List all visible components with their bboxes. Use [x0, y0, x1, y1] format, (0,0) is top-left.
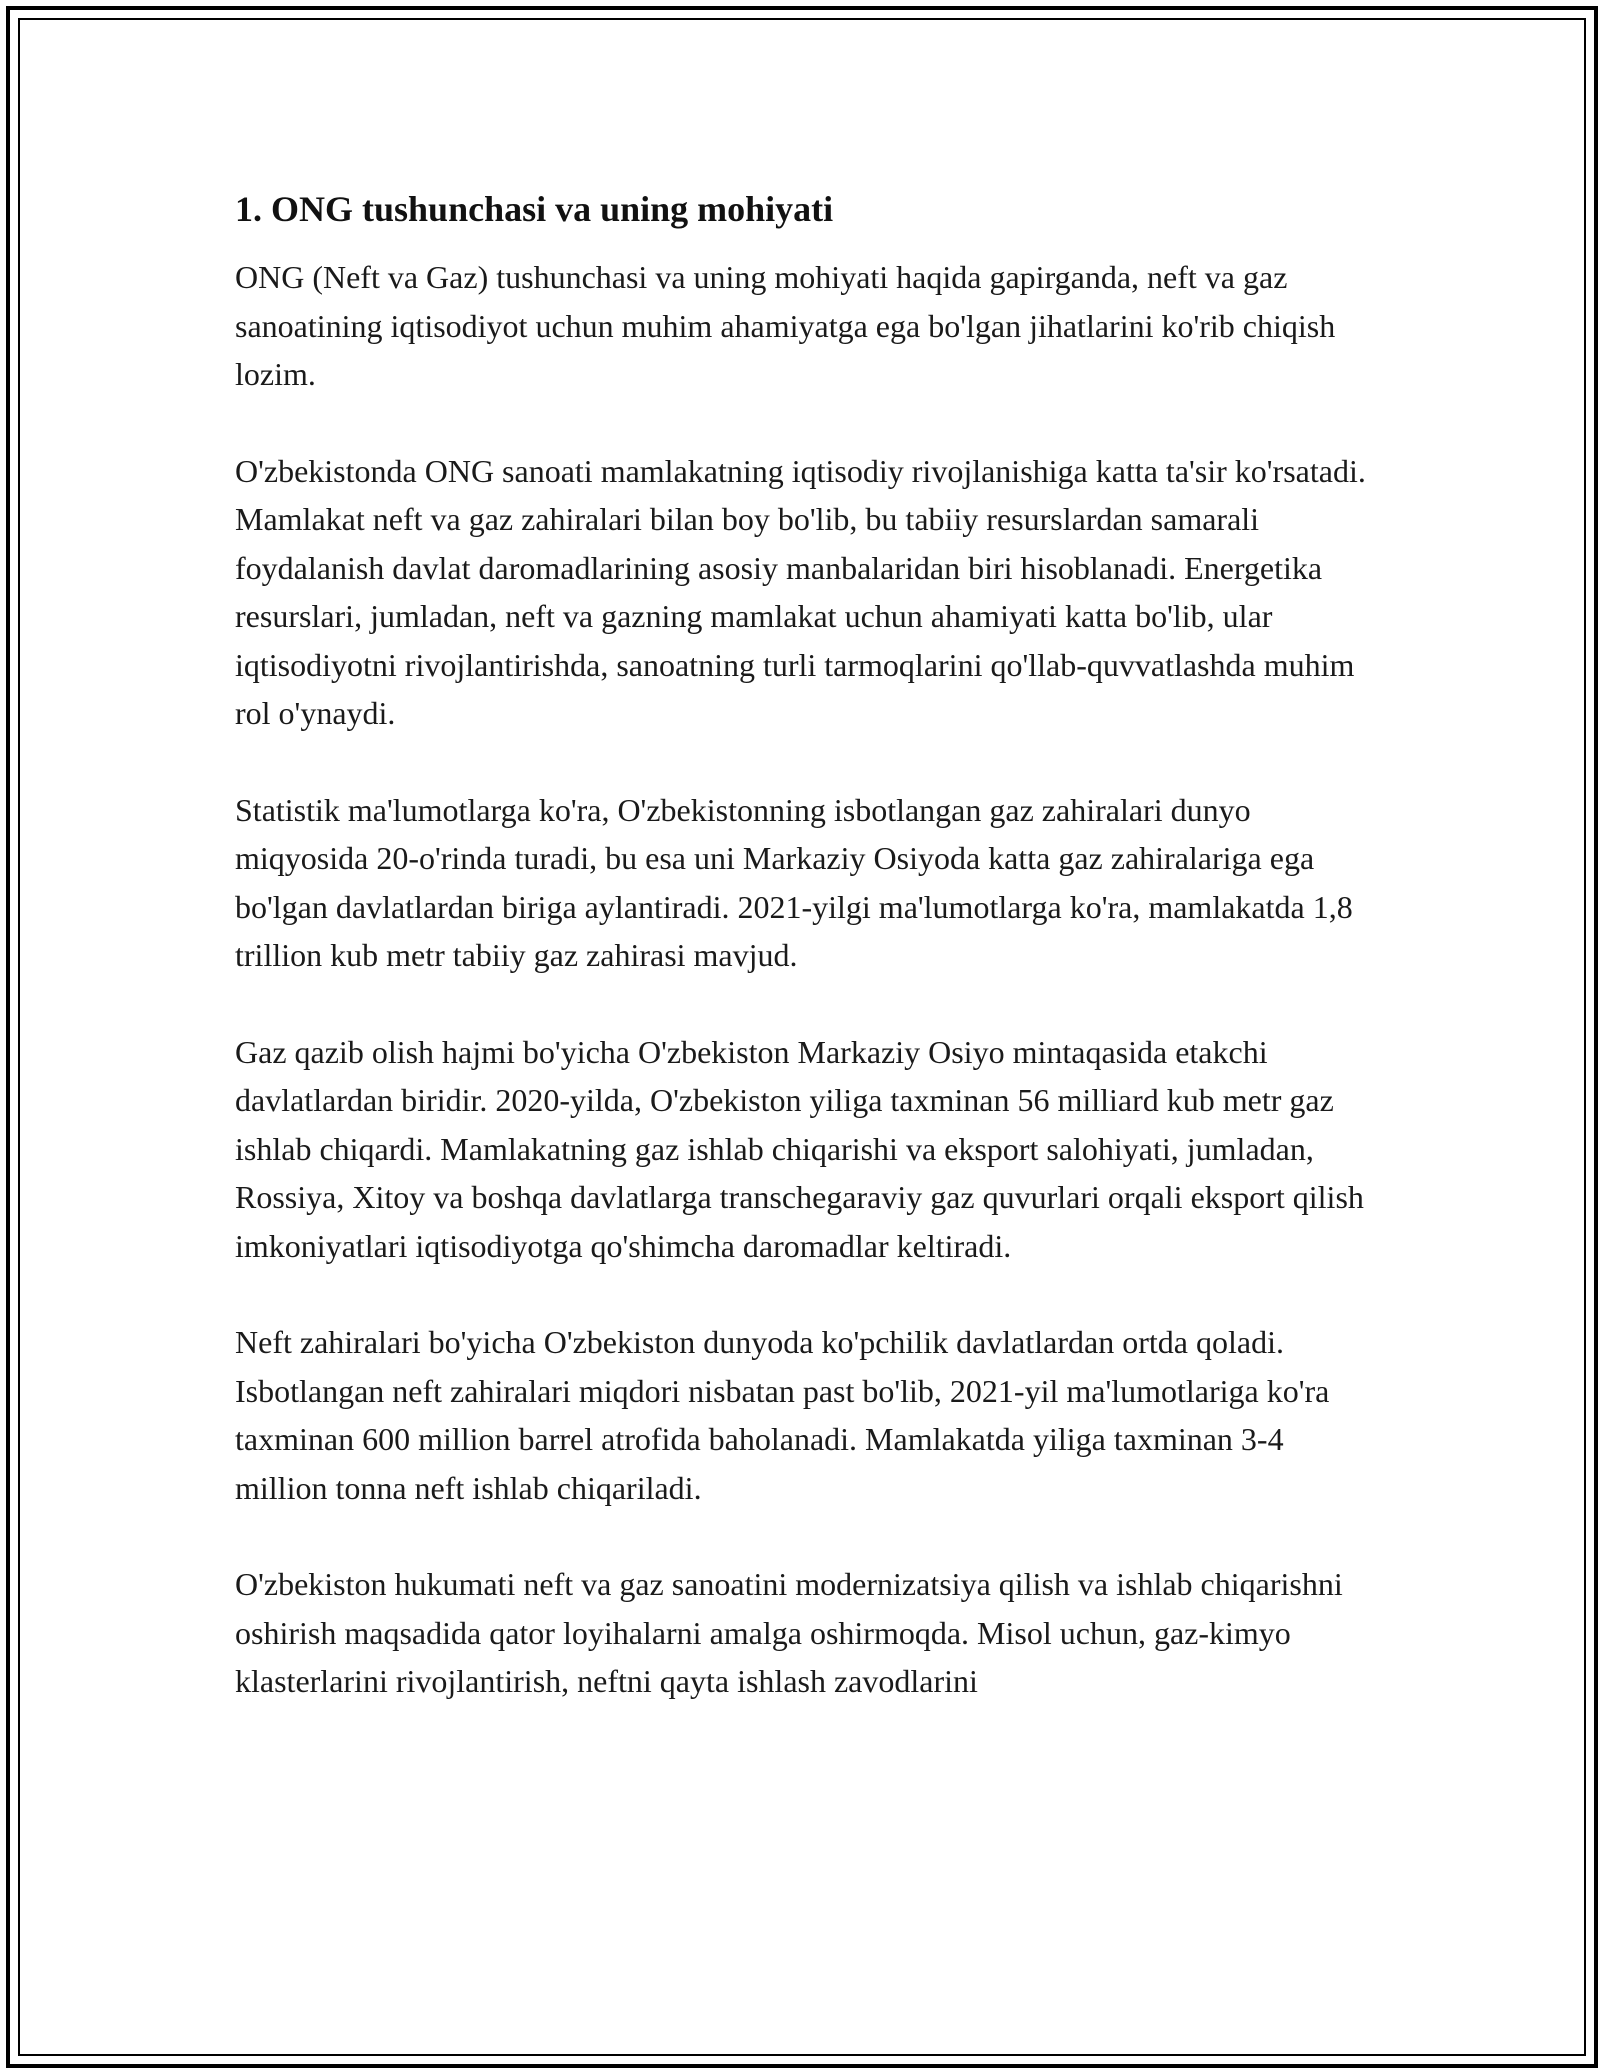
- paragraph-6: O'zbekiston hukumati neft va gaz sanoatini modernizatsiya qilish va ishlab chiqarishni oshirish maqsadida qator loyihalarni amalga oshirmoqda. Misol uchun, gaz-kimyo klasterlarini rivojlantirish, neftni qayta ishlash zavodlarini: [235, 1566, 1343, 1700]
- paragraph-1: ONG (Neft va Gaz) tushunchasi va uning mohiyati haqida gapirganda, neft va gaz sanoatining iqtisodiyot uchun muhim ahamiyatga ega bo'lgan jihatlarini ko'rib chiqish lozim.: [235, 259, 1336, 393]
- paragraph-2: O'zbekistonda ONG sanoati mamlakatning iqtisodiy rivojlanishiga katta ta'sir ko'rsatadi. Mamlakat neft va gaz zahiralari bilan boy bo'lib, bu tabiiy resurslardan samarali foydalanish davlat daromadlarining asosiy manbalaridan biri hisoblanadi. Energetika resurslari, jumladan, neft va gazning mamlakat uchun ahamiyati katta bo'lib, ular iqtisodiyotni rivojlantirishda, sanoatning turli tarmoqlarini qo'llab-quvvatlashda muhim rol o'ynaydi.: [235, 452, 1366, 732]
- section-heading: 1. ONG tushunchasi va uning mohiyati: [235, 189, 834, 229]
- paragraph-5: Neft zahiralari bo'yicha O'zbekiston dunyoda ko'pchilik davlatlardan ortda qoladi. Isbotlangan neft zahiralari miqdori nisbatan past bo'lib, 2021-yil ma'lumotlariga ko'ra taxminan 600 million barrel atrofida baholanadi. Mamlakatda yiliga taxminan 3-4 million tonna neft ishlab chiqariladi.: [235, 1324, 1330, 1506]
- document-body: [235, 188, 1375, 1754]
- paragraph-3: Statistik ma'lumotlarga ko'ra, O'zbekistonning isbotlangan gaz zahiralari dunyo miqyosida 20-o'rinda turadi, bu esa uni Markaziy Osiyoda katta gaz zahiralariga ega bo'lgan davlatlardan biriga aylantiradi. 2021-yilgi ma'lumotlarga ko'ra, mamlakatda 1,8 trillion kub metr tabiiy gaz zahirasi mavjud.: [235, 791, 1353, 974]
- paragraph-4: Gaz qazib olish hajmi bo'yicha O'zbekiston Markaziy Osiyo mintaqasida etakchi davlatlardan biridir. 2020-yilda, O'zbekiston yiliga taxminan 56 milliard kub metr gaz ishlab chiqardi. Mamlakatning gaz ishlab chiqarishi va eksport salohiyati, jumladan, Rossiya, Xitoy va boshqa davlatlarga transchegaraviy gaz quvurlari orqali eksport qilish imkoniyatlari iqtisodiyotga qo'shimcha daromadlar keltiradi.: [235, 1033, 1364, 1264]
